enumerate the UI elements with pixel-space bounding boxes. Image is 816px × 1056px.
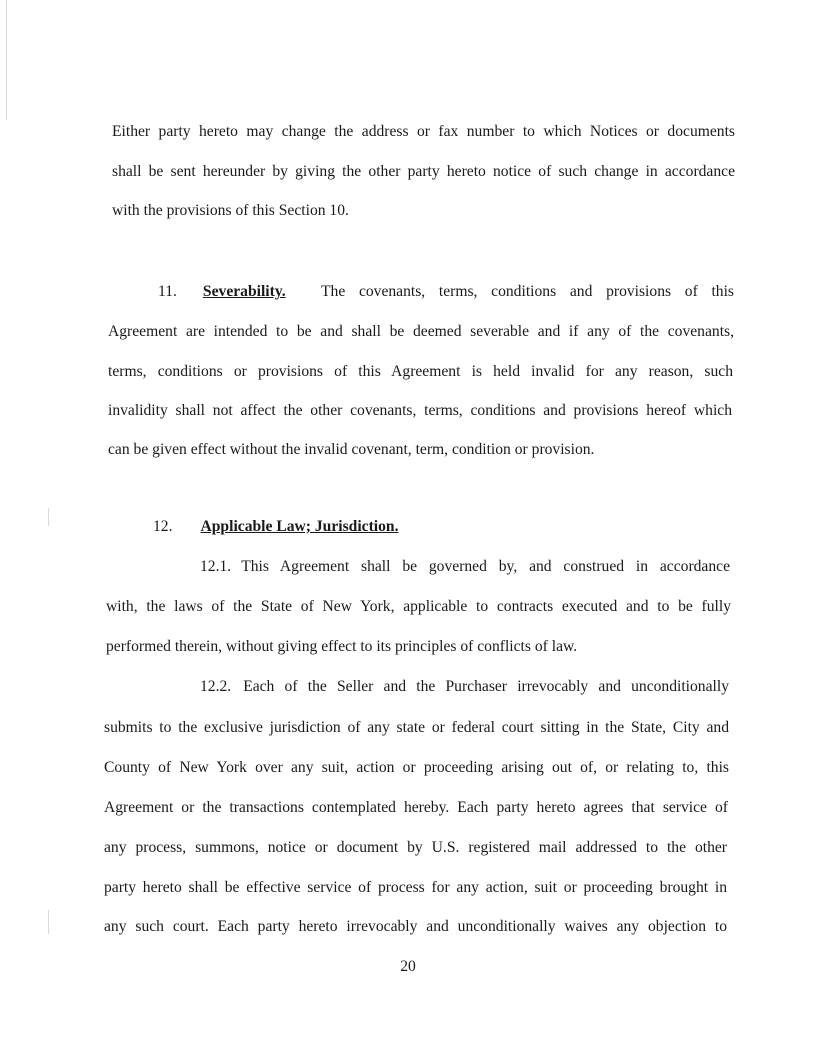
notice-change-line-2: shall be sent hereunder by giving the other party hereto notice of such change in accordance [112,163,735,180]
section-11-heading-line [158,282,734,302]
section-12-2-line-3: County of New York over any suit, action or proceeding arising out of, or relating to, this [104,759,729,776]
section-11-line-1: The covenants, terms, conditions and provisions of this [321,283,734,300]
notice-change-line-1: Either party hereto may change the address or fax number to which Notices or documents [112,123,735,140]
section-12-1-line-1: This Agreement shall be governed by, and construed in accordance [241,558,730,575]
section-12-1-number: 12.1. [200,558,232,575]
section-11-line-2: Agreement are intended to be and shall be deemed severable and if any of the covenants, [108,323,734,340]
section-11-number: 11. [158,283,177,300]
section-11-line-4: invalidity shall not affect the other covenants, terms, conditions and provisions hereof which [108,402,732,419]
section-12-2-line-7: any such court. Each party hereto irrevocably and unconditionally waives any objection to [104,918,727,935]
section-12-2-first-line [200,677,729,697]
page-number: 20 [400,958,416,975]
section-12-2-line-4: Agreement or the transactions contemplated hereby. Each party hereto agrees that service of [104,799,728,816]
section-11-line-3: terms, conditions or provisions of this Agreement is held invalid for any reason, such [108,363,733,380]
notice-change-line-3: with the provisions of this Section 10. [112,202,349,219]
section-11-line-5: can be given effect without the invalid covenant, term, condition or provision. [108,441,595,458]
section-12-2-line-6: party hereto shall be effective service of process for any action, suit or proceeding brought in [104,879,727,896]
section-12-number: 12. [153,518,173,535]
section-12-heading: Applicable Law; Jurisdiction. [200,518,399,535]
section-12-heading-line [153,517,398,537]
section-12-1-line-3: performed therein, without giving effect to its principles of conflicts of law. [106,638,578,655]
section-12-1-line-2: with, the laws of the State of New York, applicable to contracts executed and to be fully [106,598,731,615]
section-12-2-line-1: Each of the Seller and the Purchaser irrevocably and unconditionally [243,678,729,695]
section-12-2-number: 12.2. [200,678,232,695]
section-12-2-line-2: submits to the exclusive jurisdiction of any state or federal court sitting in the State, City and [104,719,729,736]
section-11-heading: Severability. [202,283,286,300]
section-12-1-first-line [200,557,730,577]
section-12-2-line-5: any process, summons, notice or document by U.S. registered mail addressed to the other [104,839,727,856]
